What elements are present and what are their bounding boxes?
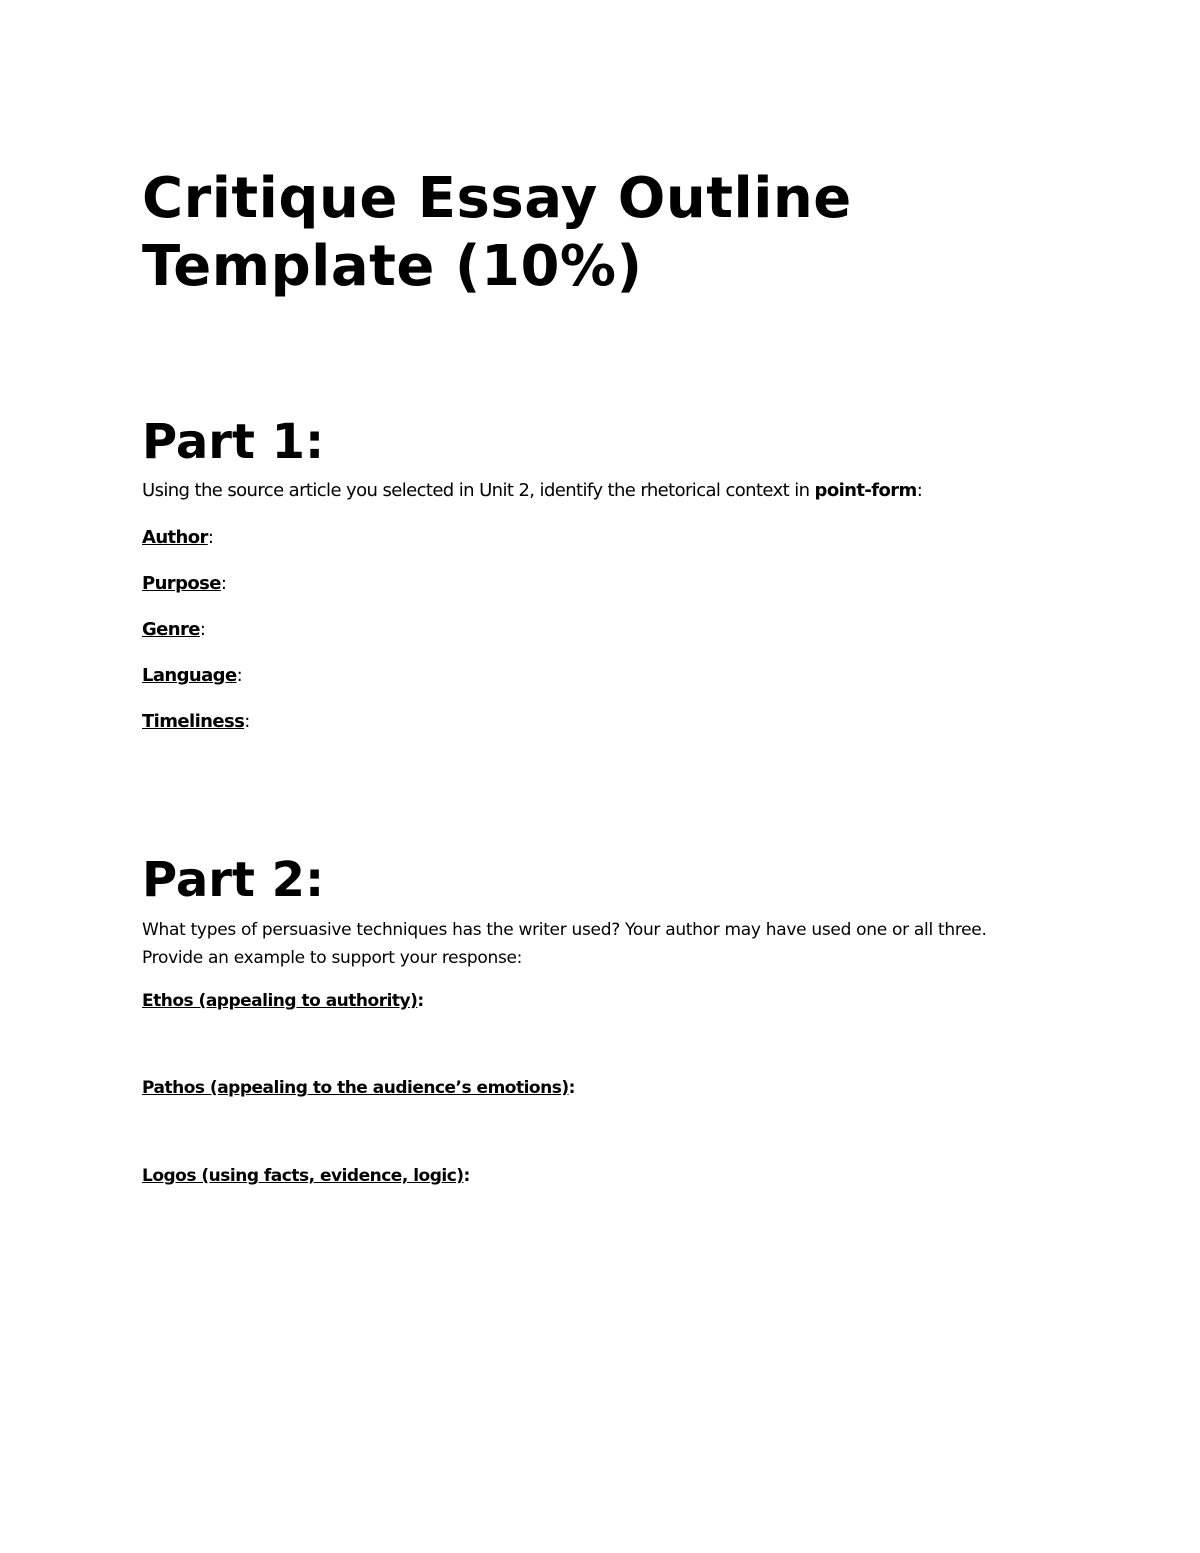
part-2-instruction-line-2: Provide an example to support your response:: [142, 948, 523, 968]
technique-ethos: [142, 989, 424, 1013]
technique-pathos-colon: :: [568, 1078, 575, 1098]
field-timeliness-colon: :: [244, 711, 250, 732]
part-1-instruction-text: Using the source article you selected in Unit 2, identify the rhetorical context in: [142, 480, 815, 501]
field-language: [142, 664, 242, 688]
field-language-colon: :: [236, 665, 243, 686]
part-1-heading: Part 1:: [142, 414, 325, 470]
title-line-2: Template (10%): [142, 234, 643, 299]
field-purpose-label: Purpose: [142, 573, 221, 594]
field-purpose-colon: :: [220, 573, 227, 594]
technique-logos-colon: :: [463, 1166, 470, 1186]
part-1-instruction: [142, 477, 922, 505]
field-genre-label: Genre: [142, 619, 200, 640]
document-title: [142, 165, 1042, 301]
field-author-label: Author: [142, 527, 208, 548]
field-language-label: Language: [142, 665, 237, 686]
field-timeliness: [142, 710, 250, 734]
technique-ethos-label: Ethos (appealing to authority): [142, 991, 418, 1011]
field-genre: [142, 618, 205, 642]
technique-pathos-label: Pathos (appealing to the audience’s emotions): [142, 1078, 569, 1098]
technique-logos: [142, 1164, 470, 1188]
part-2-instruction-line-1: What types of persuasive techniques has the writer used? Your author may have used one or all three.: [142, 920, 987, 940]
title-line-1: Critique Essay Outline: [142, 166, 852, 231]
part-2-heading: Part 2:: [142, 852, 325, 908]
field-author: [142, 526, 213, 550]
part-1-instruction-colon: :: [916, 480, 923, 501]
field-purpose: [142, 572, 226, 596]
field-genre-colon: :: [199, 619, 206, 640]
technique-ethos-colon: :: [417, 991, 424, 1011]
field-timeliness-label: Timeliness: [142, 711, 245, 732]
technique-pathos: [142, 1076, 575, 1100]
part-1-instruction-emphasis: point-form: [814, 480, 917, 501]
field-author-colon: :: [207, 527, 214, 548]
technique-logos-label: Logos (using facts, evidence, logic): [142, 1166, 464, 1186]
